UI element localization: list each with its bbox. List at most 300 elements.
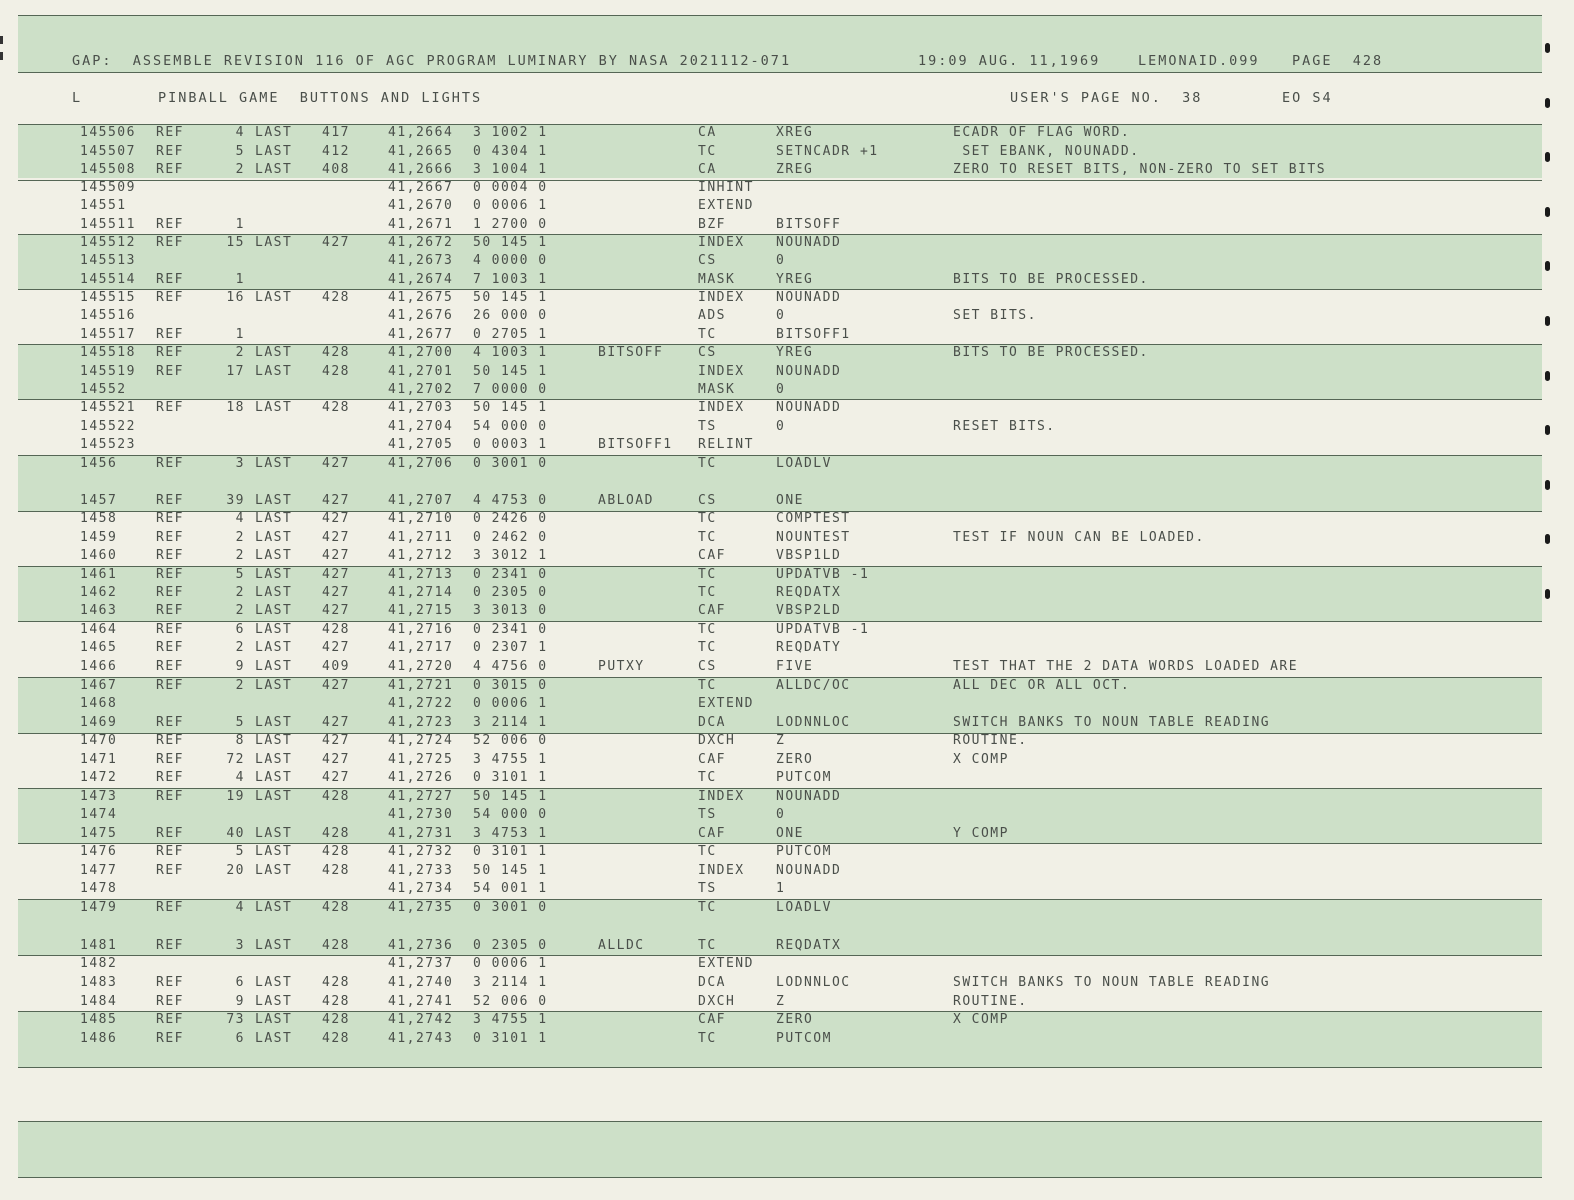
row-last-page: 427 [322, 567, 350, 582]
row-location: 1477 [80, 863, 118, 878]
row-ref-keyword: REF [156, 567, 184, 582]
row-comment: ROUTINE. [953, 994, 1028, 1009]
row-ref-count: 72 [226, 752, 245, 767]
row-ref-keyword: REF [156, 144, 184, 159]
row-location: 1483 [80, 975, 118, 990]
row-address: 41,2667 [388, 180, 454, 195]
row-address: 41,2720 [388, 659, 454, 674]
row-ref-keyword: REF [156, 548, 184, 563]
row-location: 1476 [80, 844, 118, 859]
row-ref-keyword: REF [156, 975, 184, 990]
row-ref-count: 6 [235, 622, 245, 637]
row-ref-keyword: REF [156, 938, 184, 953]
row-ref-count: 19 [226, 789, 245, 804]
row-address: 41,2701 [388, 364, 454, 379]
row-ref-count: 4 [235, 770, 245, 785]
row-ref-keyword: REF [156, 530, 184, 545]
row-last-keyword: LAST [255, 789, 293, 804]
row-comment: X COMP [953, 1012, 1009, 1027]
row-ref-keyword: REF [156, 622, 184, 637]
row-last-keyword: LAST [255, 975, 293, 990]
row-operand: 0 [776, 807, 786, 822]
row-last-keyword: LAST [255, 1012, 293, 1027]
row-octal-code: 54 000 0 [473, 807, 548, 822]
row-last-page: 409 [322, 659, 350, 674]
row-ref-count: 3 [235, 938, 245, 953]
row-last-page: 427 [322, 493, 350, 508]
row-opcode: TC [698, 844, 717, 859]
row-last-page: 427 [322, 640, 350, 655]
row-ref-keyword: REF [156, 640, 184, 655]
row-opcode: ADS [698, 308, 726, 323]
row-ref-keyword: REF [156, 345, 184, 360]
row-ref-keyword: REF [156, 327, 184, 342]
row-location: 1459 [80, 530, 118, 545]
row-ref-count: 5 [235, 144, 245, 159]
row-opcode: EXTEND [698, 696, 754, 711]
row-location: 145508 [80, 162, 136, 177]
row-comment: SET EBANK, NOUNADD. [953, 144, 1140, 159]
row-ref-count: 2 [235, 345, 245, 360]
row-octal-code: 4 4756 0 [473, 659, 548, 674]
row-ref-count: 2 [235, 678, 245, 693]
row-last-keyword: LAST [255, 456, 293, 471]
row-location: 145512 [80, 235, 136, 250]
header-title: GAP: ASSEMBLE REVISION 116 OF AGC PROGRAM LUMINARY BY NASA 2021112-071 [72, 53, 792, 69]
row-last-keyword: LAST [255, 733, 293, 748]
row-ref-keyword: REF [156, 290, 184, 305]
row-octal-code: 3 3012 1 [473, 548, 548, 563]
header-page: PAGE 428 [1292, 53, 1384, 69]
row-octal-code: 7 1003 1 [473, 272, 548, 287]
row-address: 41,2726 [388, 770, 454, 785]
row-address: 41,2677 [388, 327, 454, 342]
row-location: 1465 [80, 640, 118, 655]
row-opcode: CS [698, 493, 717, 508]
row-address: 41,2705 [388, 437, 454, 452]
row-octal-code: 4 1003 1 [473, 345, 548, 360]
rule [18, 72, 1542, 73]
row-ref-keyword: REF [156, 235, 184, 250]
row-ref-keyword: REF [156, 1012, 184, 1027]
row-ref-count: 5 [235, 844, 245, 859]
row-ref-count: 16 [226, 290, 245, 305]
row-location: 1486 [80, 1031, 118, 1046]
row-octal-code: 0 0004 0 [473, 180, 548, 195]
row-comment: SET BITS. [953, 308, 1037, 323]
row-location: 1460 [80, 548, 118, 563]
row-location: 1458 [80, 511, 118, 526]
row-address: 41,2716 [388, 622, 454, 637]
row-octal-code: 0 3101 1 [473, 1031, 548, 1046]
feed-hole [1545, 152, 1550, 162]
row-address: 41,2674 [388, 272, 454, 287]
row-opcode: TC [698, 938, 717, 953]
row-location: 145514 [80, 272, 136, 287]
row-last-page: 427 [322, 235, 350, 250]
row-octal-code: 52 006 0 [473, 733, 548, 748]
row-opcode: INHINT [698, 180, 754, 195]
row-ref-keyword: REF [156, 217, 184, 232]
row-octal-code: 0 2307 1 [473, 640, 548, 655]
row-last-keyword: LAST [255, 659, 293, 674]
row-ref-count: 2 [235, 585, 245, 600]
row-opcode: INDEX [698, 863, 745, 878]
row-last-page: 427 [322, 603, 350, 618]
row-operand: BITSOFF [776, 217, 842, 232]
row-address: 41,2725 [388, 752, 454, 767]
row-opcode: CS [698, 253, 717, 268]
row-opcode: TC [698, 770, 717, 785]
row-octal-code: 0 3001 0 [473, 900, 548, 915]
row-ref-keyword: REF [156, 162, 184, 177]
row-opcode: TC [698, 144, 717, 159]
row-operand: XREG [776, 125, 814, 140]
row-operand: NOUNADD [776, 235, 842, 250]
row-operand: NOUNTEST [776, 530, 851, 545]
row-ref-keyword: REF [156, 770, 184, 785]
row-address: 41,2730 [388, 807, 454, 822]
row-address: 41,2707 [388, 493, 454, 508]
row-address: 41,2721 [388, 678, 454, 693]
section-title: PINBALL GAME BUTTONS AND LIGHTS [158, 90, 483, 106]
header-file: LEMONAID.099 [1138, 53, 1260, 69]
row-location: 145515 [80, 290, 136, 305]
row-comment: SWITCH BANKS TO NOUN TABLE READING [953, 715, 1271, 730]
row-octal-code: 0 4304 1 [473, 144, 548, 159]
row-location: 1478 [80, 881, 118, 896]
row-opcode: RELINT [698, 437, 754, 452]
row-operand: NOUNADD [776, 863, 842, 878]
row-operand: NOUNADD [776, 290, 842, 305]
row-location: 1457 [80, 493, 118, 508]
section-letter: L [72, 90, 83, 106]
row-last-page: 427 [322, 733, 350, 748]
row-operand: UPDATVB -1 [776, 622, 870, 637]
row-operand: 0 [776, 419, 786, 434]
row-label: BITSOFF1 [598, 437, 673, 452]
row-address: 41,2743 [388, 1031, 454, 1046]
row-last-page: 428 [322, 844, 350, 859]
row-last-keyword: LAST [255, 622, 293, 637]
row-ref-count: 3 [235, 456, 245, 471]
feed-hole [1545, 480, 1550, 490]
row-address: 41,2711 [388, 530, 454, 545]
row-last-keyword: LAST [255, 290, 293, 305]
row-opcode: CAF [698, 603, 726, 618]
row-comment: BITS TO BE PROCESSED. [953, 272, 1149, 287]
row-ref-count: 4 [235, 511, 245, 526]
row-comment: ECADR OF FLAG WORD. [953, 125, 1131, 140]
row-octal-code: 3 2114 1 [473, 975, 548, 990]
row-location: 1463 [80, 603, 118, 618]
row-operand: COMPTEST [776, 511, 851, 526]
row-operand: Z [776, 994, 786, 1009]
row-location: 145523 [80, 437, 136, 452]
row-ref-count: 1 [235, 217, 245, 232]
row-address: 41,2740 [388, 975, 454, 990]
row-address: 41,2670 [388, 198, 454, 213]
row-address: 41,2671 [388, 217, 454, 232]
row-ref-keyword: REF [156, 994, 184, 1009]
row-octal-code: 0 0006 1 [473, 956, 548, 971]
row-ref-count: 6 [235, 975, 245, 990]
row-comment: X COMP [953, 752, 1009, 767]
row-last-keyword: LAST [255, 493, 293, 508]
row-octal-code: 4 0000 0 [473, 253, 548, 268]
row-operand: REQDATY [776, 640, 842, 655]
row-ref-keyword: REF [156, 511, 184, 526]
row-location: 1466 [80, 659, 118, 674]
row-last-page: 412 [322, 144, 350, 159]
row-last-page: 428 [322, 364, 350, 379]
row-operand: UPDATVB -1 [776, 567, 870, 582]
feed-hole [1545, 425, 1550, 435]
row-operand: Z [776, 733, 786, 748]
feed-hole [1545, 98, 1550, 108]
row-last-keyword: LAST [255, 345, 293, 360]
row-location: 14552 [80, 382, 127, 397]
feed-hole [1545, 207, 1550, 217]
row-address: 41,2724 [388, 733, 454, 748]
row-octal-code: 50 145 1 [473, 364, 548, 379]
row-octal-code: 0 3015 0 [473, 678, 548, 693]
row-octal-code: 0 2705 1 [473, 327, 548, 342]
row-operand: ZERO [776, 1012, 814, 1027]
row-operand: YREG [776, 345, 814, 360]
rule [18, 955, 1542, 956]
row-last-keyword: LAST [255, 162, 293, 177]
row-address: 41,2742 [388, 1012, 454, 1027]
feed-hole [1545, 534, 1550, 544]
row-last-page: 417 [322, 125, 350, 140]
row-last-keyword: LAST [255, 863, 293, 878]
row-ref-keyword: REF [156, 1031, 184, 1046]
row-opcode: INDEX [698, 789, 745, 804]
row-last-page: 408 [322, 162, 350, 177]
row-last-keyword: LAST [255, 400, 293, 415]
row-octal-code: 0 2341 0 [473, 622, 548, 637]
rule [18, 15, 1542, 16]
row-address: 41,2675 [388, 290, 454, 305]
row-last-page: 428 [322, 863, 350, 878]
row-opcode: TC [698, 585, 717, 600]
row-ref-count: 39 [226, 493, 245, 508]
row-ref-keyword: REF [156, 125, 184, 140]
row-location: 1471 [80, 752, 118, 767]
row-address: 41,2710 [388, 511, 454, 526]
row-ref-keyword: REF [156, 400, 184, 415]
row-opcode: TC [698, 900, 717, 915]
row-location: 1464 [80, 622, 118, 637]
rule [18, 1067, 1542, 1068]
row-ref-count: 2 [235, 603, 245, 618]
row-last-page: 428 [322, 400, 350, 415]
row-opcode: MASK [698, 382, 736, 397]
row-last-keyword: LAST [255, 567, 293, 582]
row-address: 41,2712 [388, 548, 454, 563]
row-last-keyword: LAST [255, 364, 293, 379]
row-octal-code: 0 2305 0 [473, 938, 548, 953]
row-ref-keyword: REF [156, 272, 184, 287]
row-address: 41,2722 [388, 696, 454, 711]
row-ref-keyword: REF [156, 659, 184, 674]
row-octal-code: 50 145 1 [473, 789, 548, 804]
row-last-keyword: LAST [255, 900, 293, 915]
row-location: 1484 [80, 994, 118, 1009]
row-last-page: 428 [322, 1012, 350, 1027]
row-location: 1468 [80, 696, 118, 711]
row-ref-count: 17 [226, 364, 245, 379]
row-comment: Y COMP [953, 826, 1009, 841]
row-last-keyword: LAST [255, 235, 293, 250]
row-opcode: DCA [698, 975, 726, 990]
row-ref-count: 20 [226, 863, 245, 878]
row-ref-keyword: REF [156, 863, 184, 878]
row-address: 41,2672 [388, 235, 454, 250]
row-opcode: TS [698, 881, 717, 896]
row-address: 41,2673 [388, 253, 454, 268]
row-operand: SETNCADR +1 [776, 144, 879, 159]
empty-band [18, 1121, 1542, 1177]
row-ref-count: 9 [235, 659, 245, 674]
row-location: 1473 [80, 789, 118, 804]
row-operand: YREG [776, 272, 814, 287]
row-ref-count: 6 [235, 1031, 245, 1046]
row-opcode: TC [698, 456, 717, 471]
row-label: ALLDC [598, 938, 645, 953]
rule [18, 1177, 1542, 1178]
row-operand: PUTCOM [776, 1031, 832, 1046]
row-last-keyword: LAST [255, 511, 293, 526]
row-operand: ONE [776, 493, 804, 508]
row-comment: TEST THAT THE 2 DATA WORDS LOADED ARE [953, 659, 1299, 674]
row-last-keyword: LAST [255, 1031, 293, 1046]
row-last-keyword: LAST [255, 548, 293, 563]
row-ref-keyword: REF [156, 364, 184, 379]
row-opcode: CA [698, 125, 717, 140]
row-location: 1467 [80, 678, 118, 693]
row-opcode: CAF [698, 548, 726, 563]
row-opcode: TC [698, 327, 717, 342]
row-location: 145506 [80, 125, 136, 140]
row-operand: 0 [776, 253, 786, 268]
row-ref-keyword: REF [156, 826, 184, 841]
row-address: 41,2703 [388, 400, 454, 415]
row-opcode: TC [698, 1031, 717, 1046]
row-octal-code: 3 4755 1 [473, 1012, 548, 1027]
row-opcode: TC [698, 567, 717, 582]
row-ref-keyword: REF [156, 678, 184, 693]
feed-hole [1545, 43, 1550, 53]
row-address: 41,2723 [388, 715, 454, 730]
row-opcode: DXCH [698, 994, 736, 1009]
row-ref-keyword: REF [156, 493, 184, 508]
row-opcode: INDEX [698, 364, 745, 379]
row-address: 41,2715 [388, 603, 454, 618]
edge-mark [0, 36, 3, 44]
row-operand: NOUNADD [776, 364, 842, 379]
row-address: 41,2714 [388, 585, 454, 600]
row-last-keyword: LAST [255, 994, 293, 1009]
row-octal-code: 3 4753 1 [473, 826, 548, 841]
row-location: 145516 [80, 308, 136, 323]
row-opcode: INDEX [698, 400, 745, 415]
row-last-page: 427 [322, 511, 350, 526]
row-location: 145511 [80, 217, 136, 232]
row-last-page: 428 [322, 826, 350, 841]
row-octal-code: 0 0006 1 [473, 198, 548, 213]
row-last-page: 427 [322, 678, 350, 693]
row-last-keyword: LAST [255, 603, 293, 618]
row-ref-count: 2 [235, 548, 245, 563]
user-page-number: USER'S PAGE NO. 38 [1010, 90, 1203, 106]
row-location: 1469 [80, 715, 118, 730]
row-last-page: 427 [322, 548, 350, 563]
row-octal-code: 3 4755 1 [473, 752, 548, 767]
row-octal-code: 0 2341 0 [473, 567, 548, 582]
row-last-keyword: LAST [255, 678, 293, 693]
row-ref-count: 5 [235, 567, 245, 582]
row-ref-count: 1 [235, 327, 245, 342]
row-comment: ROUTINE. [953, 733, 1028, 748]
row-operand: NOUNADD [776, 789, 842, 804]
row-comment: SWITCH BANKS TO NOUN TABLE READING [953, 975, 1271, 990]
row-operand: LODNNLOC [776, 975, 851, 990]
row-location: 1461 [80, 567, 118, 582]
row-operand: PUTCOM [776, 844, 832, 859]
row-octal-code: 50 145 1 [473, 290, 548, 305]
row-ref-keyword: REF [156, 456, 184, 471]
row-ref-count: 2 [235, 530, 245, 545]
feed-hole [1545, 589, 1550, 599]
row-ref-count: 9 [235, 994, 245, 1009]
row-address: 41,2665 [388, 144, 454, 159]
row-operand: VBSP1LD [776, 548, 842, 563]
row-address: 41,2736 [388, 938, 454, 953]
row-opcode: TC [698, 622, 717, 637]
row-octal-code: 26 000 0 [473, 308, 548, 323]
row-ref-keyword: REF [156, 900, 184, 915]
row-operand: ZREG [776, 162, 814, 177]
row-location: 145513 [80, 253, 136, 268]
row-last-page: 428 [322, 1031, 350, 1046]
row-octal-code: 0 3001 0 [473, 456, 548, 471]
row-opcode: CAF [698, 826, 726, 841]
row-location: 1456 [80, 456, 118, 471]
row-octal-code: 50 145 1 [473, 400, 548, 415]
row-operand: LOADLV [776, 900, 832, 915]
row-last-keyword: LAST [255, 844, 293, 859]
row-ref-keyword: REF [156, 752, 184, 767]
row-address: 41,2732 [388, 844, 454, 859]
row-last-page: 427 [322, 456, 350, 471]
row-ref-keyword: REF [156, 603, 184, 618]
row-opcode: DCA [698, 715, 726, 730]
row-opcode: TS [698, 807, 717, 822]
row-last-keyword: LAST [255, 125, 293, 140]
row-opcode: CS [698, 345, 717, 360]
row-address: 41,2713 [388, 567, 454, 582]
row-last-page: 428 [322, 938, 350, 953]
row-opcode: EXTEND [698, 956, 754, 971]
row-location: 1482 [80, 956, 118, 971]
row-ref-keyword: REF [156, 844, 184, 859]
row-operand: 1 [776, 881, 786, 896]
row-opcode: DXCH [698, 733, 736, 748]
row-address: 41,2737 [388, 956, 454, 971]
row-label: PUTXY [598, 659, 645, 674]
